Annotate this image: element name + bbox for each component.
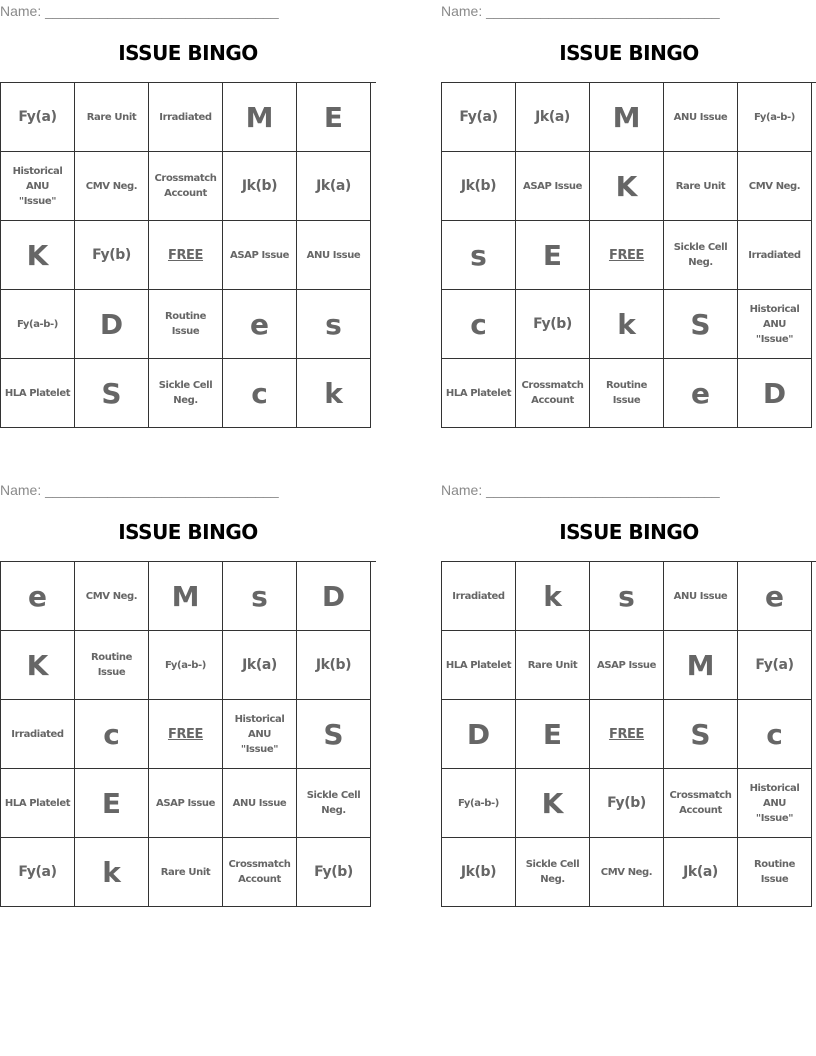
card-title: ISSUE BINGO: [559, 520, 699, 544]
bingo-cell: s: [223, 562, 297, 631]
bingo-cell: HLA Platelet: [1, 769, 75, 838]
bingo-cell: Fy(a): [1, 83, 75, 152]
bingo-cell: Fy(b): [516, 290, 590, 359]
bingo-cell: Routine Issue: [75, 631, 149, 700]
bingo-cell: k: [297, 359, 371, 428]
free-space-cell: FREE: [590, 700, 664, 769]
bingo-cell: Routine Issue: [590, 359, 664, 428]
bingo-cell: K: [590, 152, 664, 221]
bingo-cell: Fy(b): [297, 838, 371, 907]
bingo-cell: S: [664, 700, 738, 769]
bingo-cell: k: [516, 562, 590, 631]
bingo-cell: s: [297, 290, 371, 359]
bingo-cell: Fy(a): [738, 631, 812, 700]
bingo-cell: Fy(a-b-): [149, 631, 223, 700]
bingo-card-2: [441, 0, 816, 428]
card-title: ISSUE BINGO: [118, 41, 258, 65]
bingo-cell: Fy(a): [442, 83, 516, 152]
name-field-line: Name: ______________________________: [0, 3, 279, 19]
bingo-cell: M: [223, 83, 297, 152]
free-space-cell: FREE: [149, 700, 223, 769]
bingo-cell: Sickle Cell Neg.: [664, 221, 738, 290]
bingo-cell: Sickle Cell Neg.: [149, 359, 223, 428]
bingo-cell: S: [664, 290, 738, 359]
bingo-cell: ANU Issue: [664, 83, 738, 152]
bingo-grid: [441, 82, 816, 428]
bingo-cell: Fy(a-b-): [442, 769, 516, 838]
bingo-card-4: [441, 479, 816, 907]
bingo-grid: [0, 561, 376, 907]
bingo-cell: Irradiated: [1, 700, 75, 769]
bingo-cell: ANU Issue: [223, 769, 297, 838]
bingo-cell: HLA Platelet: [442, 359, 516, 428]
bingo-cell: Crossmatch Account: [516, 359, 590, 428]
bingo-cell: e: [223, 290, 297, 359]
bingo-cell: D: [442, 700, 516, 769]
bingo-cell: D: [297, 562, 371, 631]
bingo-cell: Routine Issue: [738, 838, 812, 907]
bingo-grid: [441, 561, 816, 907]
name-field-line: Name: ______________________________: [441, 3, 720, 19]
bingo-cell: Sickle Cell Neg.: [297, 769, 371, 838]
bingo-cell: CMV Neg.: [75, 562, 149, 631]
bingo-cell: c: [738, 700, 812, 769]
bingo-cell: Rare Unit: [149, 838, 223, 907]
bingo-card-3: [0, 479, 376, 907]
bingo-cell: CMV Neg.: [75, 152, 149, 221]
bingo-cell: s: [590, 562, 664, 631]
bingo-cell: K: [1, 631, 75, 700]
bingo-cell: Jk(b): [442, 838, 516, 907]
bingo-cell: Fy(b): [75, 221, 149, 290]
bingo-cell: K: [516, 769, 590, 838]
card-title: ISSUE BINGO: [559, 41, 699, 65]
bingo-cell: s: [442, 221, 516, 290]
bingo-cell: K: [1, 221, 75, 290]
bingo-cell: c: [442, 290, 516, 359]
bingo-cell: ASAP Issue: [149, 769, 223, 838]
bingo-cell: Fy(a): [1, 838, 75, 907]
bingo-cell: Rare Unit: [75, 83, 149, 152]
bingo-cell: Rare Unit: [516, 631, 590, 700]
bingo-cell: k: [590, 290, 664, 359]
bingo-cell: Jk(a): [223, 631, 297, 700]
free-space-cell: FREE: [590, 221, 664, 290]
bingo-cell: Historical ANU "Issue": [1, 152, 75, 221]
bingo-cell: ANU Issue: [297, 221, 371, 290]
bingo-cell: Routine Issue: [149, 290, 223, 359]
bingo-cell: Irradiated: [149, 83, 223, 152]
free-space-cell: FREE: [149, 221, 223, 290]
bingo-cell: Crossmatch Account: [149, 152, 223, 221]
bingo-grid: [0, 82, 376, 428]
bingo-cell: Jk(a): [516, 83, 590, 152]
bingo-cell: S: [297, 700, 371, 769]
bingo-cell: Crossmatch Account: [223, 838, 297, 907]
bingo-cell: Fy(a-b-): [738, 83, 812, 152]
bingo-cell: Jk(a): [297, 152, 371, 221]
bingo-cell: Crossmatch Account: [664, 769, 738, 838]
bingo-cell: Jk(b): [297, 631, 371, 700]
bingo-cell: M: [590, 83, 664, 152]
bingo-cell: e: [738, 562, 812, 631]
bingo-cell: HLA Platelet: [442, 631, 516, 700]
bingo-cell: M: [149, 562, 223, 631]
bingo-cell: E: [75, 769, 149, 838]
bingo-cell: Jk(b): [442, 152, 516, 221]
bingo-cell: Irradiated: [738, 221, 812, 290]
bingo-cell: Fy(a-b-): [1, 290, 75, 359]
bingo-cell: E: [516, 221, 590, 290]
bingo-cell: Sickle Cell Neg.: [516, 838, 590, 907]
bingo-cell: Irradiated: [442, 562, 516, 631]
bingo-cell: ANU Issue: [664, 562, 738, 631]
bingo-cell: E: [516, 700, 590, 769]
bingo-cell: Fy(b): [590, 769, 664, 838]
bingo-cell: CMV Neg.: [590, 838, 664, 907]
bingo-cell: Historical ANU "Issue": [223, 700, 297, 769]
bingo-cell: Historical ANU "Issue": [738, 769, 812, 838]
bingo-cell: e: [1, 562, 75, 631]
name-field-line: Name: ______________________________: [441, 482, 720, 498]
bingo-cell: S: [75, 359, 149, 428]
bingo-cell: c: [75, 700, 149, 769]
bingo-cell: c: [223, 359, 297, 428]
bingo-card-1: [0, 0, 376, 428]
bingo-cell: ASAP Issue: [516, 152, 590, 221]
bingo-cell: D: [75, 290, 149, 359]
bingo-cell: k: [75, 838, 149, 907]
bingo-cell: Jk(b): [223, 152, 297, 221]
bingo-cell: CMV Neg.: [738, 152, 812, 221]
bingo-cell: E: [297, 83, 371, 152]
bingo-cell: Jk(a): [664, 838, 738, 907]
bingo-cell: e: [664, 359, 738, 428]
bingo-cell: Historical ANU "Issue": [738, 290, 812, 359]
name-field-line: Name: ______________________________: [0, 482, 279, 498]
bingo-cell: ASAP Issue: [223, 221, 297, 290]
bingo-cell: M: [664, 631, 738, 700]
bingo-cell: Rare Unit: [664, 152, 738, 221]
bingo-cell: HLA Platelet: [1, 359, 75, 428]
card-title: ISSUE BINGO: [118, 520, 258, 544]
bingo-cell: D: [738, 359, 812, 428]
bingo-cell: ASAP Issue: [590, 631, 664, 700]
